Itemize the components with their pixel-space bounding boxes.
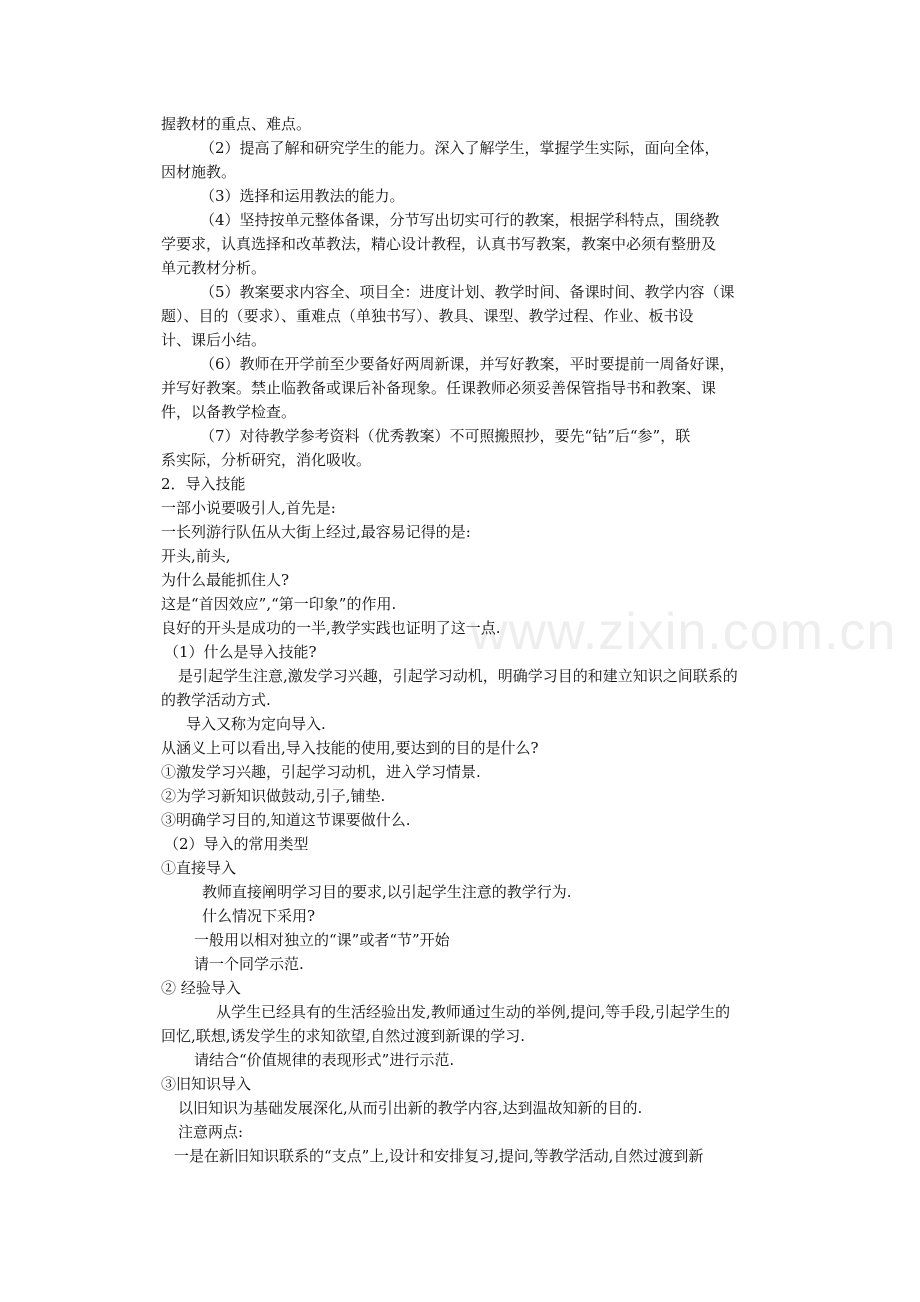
text-line: 因材施教。 bbox=[161, 163, 237, 181]
text-line: ①直接导入 bbox=[161, 859, 237, 877]
text-line: 一长列游行队伍从大街上经过,最容易记得的是: bbox=[161, 523, 471, 541]
text-line: （3）选择和运用教法的能力。 bbox=[200, 187, 405, 205]
text-line: （4）坚持按单元整体备课，分节写出切实可行的教案，根据学科特点，围绕教 bbox=[200, 211, 720, 229]
text-line: 一般用以相对独立的“课”或者“节”开始 bbox=[194, 931, 450, 949]
text-line: （6）教师在开学前至少要备好两周新课，并写好教案，平时要提前一周备好课， bbox=[200, 355, 735, 373]
text-line: 并写好教案。禁止临教备或课后补备现象。任课教师必须妥善保管指导书和教案、课 bbox=[161, 379, 717, 397]
text-line: 件，以备教学检查。 bbox=[161, 403, 297, 421]
text-line: 开头,前头, bbox=[161, 547, 231, 565]
text-line: 教师直接阐明学习目的要求,以引起学生注意的教学行为. bbox=[202, 883, 572, 901]
text-line: 是引起学生注意,激发学习兴趣，引起学习动机，明确学习目的和建立知识之间联系的 bbox=[178, 667, 738, 685]
text-line: 什么情况下采用? bbox=[202, 907, 316, 925]
subsection-heading: （2）导入的常用类型 bbox=[164, 835, 309, 853]
text-line: 单元教材分析。 bbox=[161, 259, 267, 277]
text-line: 这是“首因效应”,“第一印象”的作用. bbox=[161, 595, 397, 613]
text-line: 一部小说要吸引人,首先是: bbox=[161, 499, 336, 517]
text-line: 学要求，认真选择和改革教法，精心设计教程，认真书写教案，教案中必须有整册及 bbox=[161, 235, 717, 253]
text-line: ② 经验导入 bbox=[161, 979, 241, 997]
text-line: ②为学习新知识做鼓动,引子,铺垫. bbox=[161, 787, 386, 805]
watermark: www.zixin.com.cn bbox=[470, 603, 897, 661]
text-line: ①激发学习兴趣，引起学习动机，进入学习情景. bbox=[161, 763, 481, 781]
subsection-heading: （1）什么是导入技能? bbox=[164, 643, 317, 661]
text-line: 一是在新旧知识联系的“支点”上,设计和安排复习,提问,等教学活动,自然过渡到新 bbox=[174, 1147, 704, 1165]
text-line: 为什么最能抓住人? bbox=[161, 571, 290, 589]
text-line: （2）提高了解和研究学生的能力。深入了解学生，掌握学生实际，面向全体， bbox=[200, 139, 720, 157]
text-line: 从涵义上可以看出,导入技能的使用,要达到的目的是什么? bbox=[161, 739, 539, 757]
text-line: 系实际，分析研究，消化吸收。 bbox=[161, 451, 372, 469]
text-line: 导入又称为定向导入. bbox=[186, 715, 326, 733]
text-line: 的教学活动方式. bbox=[161, 691, 271, 709]
text-line: 题）、目的（要求）、重难点（单独书写）、教具、课型、教学过程、作业、板书设 bbox=[161, 307, 694, 325]
text-line: 请一个同学示范. bbox=[194, 955, 304, 973]
text-line: 握教材的重点、难点。 bbox=[161, 115, 312, 133]
text-line: ③明确学习目的,知道这节课要做什么. bbox=[161, 811, 411, 829]
text-line: 以旧知识为基础发展深化,从而引出新的教学内容,达到温故知新的目的. bbox=[178, 1099, 643, 1117]
text-line: （7）对待教学参考资料（优秀教案）不可照搬照抄，要先“钻”后“参”，联 bbox=[200, 427, 691, 445]
text-line: 注意两点: bbox=[178, 1123, 244, 1141]
text-line: 请结合“价值规律的表现形式”进行示范. bbox=[194, 1051, 455, 1069]
section-heading: 2．导入技能 bbox=[161, 475, 246, 493]
text-line: （5）教案要求内容全、项目全：进度计划、教学时间、备课时间、教学内容（课 bbox=[200, 283, 735, 301]
text-line: 回忆,联想,诱发学生的求知欲望,自然过渡到新课的学习. bbox=[161, 1027, 526, 1045]
text-line: 良好的开头是成功的一半,教学实践也证明了这一点. bbox=[161, 619, 501, 637]
text-line: ③旧知识导入 bbox=[161, 1075, 252, 1093]
text-line: 从学生已经具有的生活经验出发,教师通过生动的举例,提问,等手段,引起学生的 bbox=[216, 1003, 731, 1021]
text-line: 计、课后小结。 bbox=[161, 331, 267, 349]
